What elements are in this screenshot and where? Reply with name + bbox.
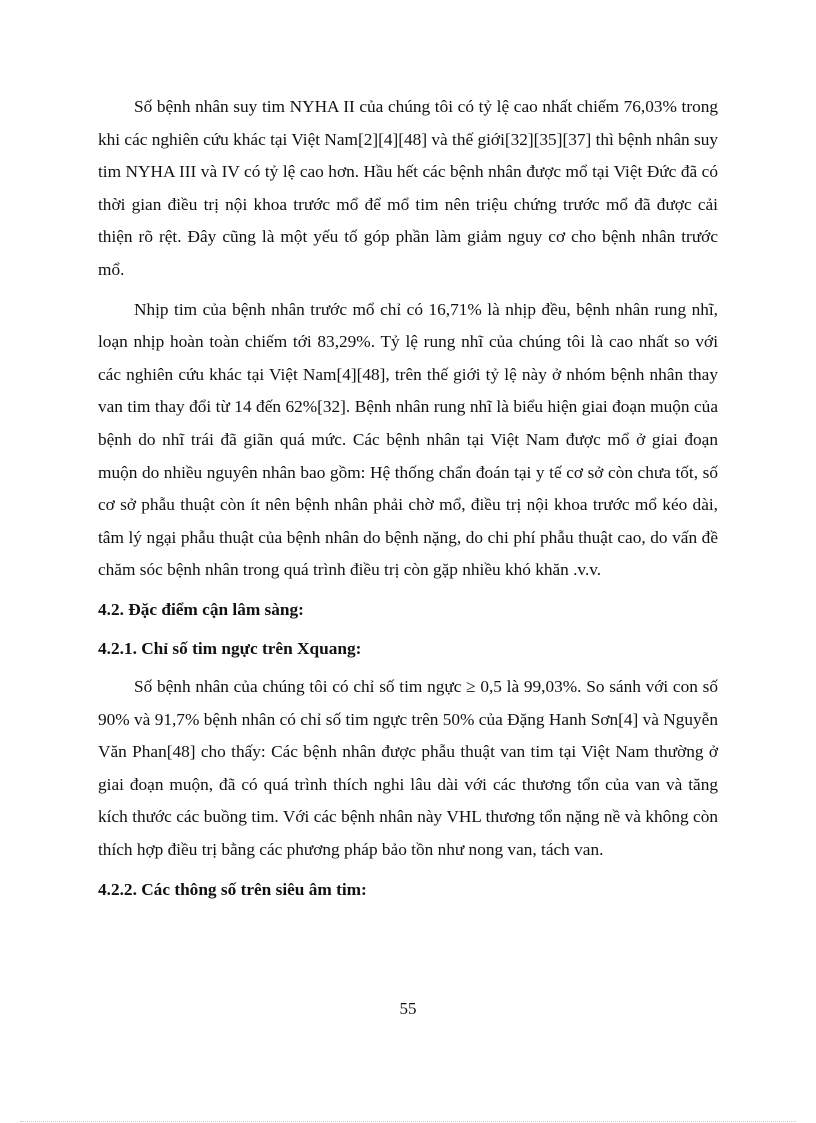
section-heading-4-2: 4.2. Đặc điểm cận lâm sàng: — [98, 599, 304, 619]
section-heading-4-2-2: 4.2.2. Các thông số trên siêu âm tim: — [98, 879, 367, 899]
section-heading-4-2-1: 4.2.1. Chỉ số tim ngực trên Xquang: — [98, 638, 362, 658]
page-bottom-divider — [20, 1121, 796, 1122]
paragraph-cardiothoracic-index: Số bệnh nhân của chúng tôi có chỉ số tim ngực ≥ 0,5 là 99,03%. So sánh với con số 90% và 91,7% bệnh nhân có chỉ số tim ngực trên 50% của Đặng Hanh Sơn[4] và Nguyễn Văn Phan[48] cho thấy: Các bệnh nhân được phẫu thuật van tim tại Việt Nam thường ở giai đoạn muộn, đã có quá trình thích nghi lâu dài với các thương tổn của van và tăng kích thước các buồng tim. Với các bệnh nhân này VHL thương tổn nặng nề và không còn thích hợp điều trị bằng các phương pháp bảo tồn như nong van, tách van. — [98, 677, 718, 860]
page-body — [98, 91, 718, 912]
paragraph-heart-rhythm: Nhịp tim của bệnh nhân trước mổ chỉ có 16,71% là nhịp đều, bệnh nhân rung nhĩ, loạn nhịp hoàn toàn chiếm tới 83,29%. Tỷ lệ rung nhĩ của chúng tôi là cao nhất so với các nghiên cứu khác tại Việt Nam[4][48], trên thế giới tỷ lệ này ở nhóm bệnh nhân thay van tim thay đổi từ 14 đến 62%[32]. Bệnh nhân rung nhĩ là biểu hiện giai đoạn muộn của bệnh do nhĩ trái đã giãn quá mức. Các bệnh nhân tại Việt Nam được mổ ở giai đoạn muộn do nhiều nguyên nhân bao gồm: Hệ thống chẩn đoán tại y tế cơ sở còn chưa tốt, số cơ sở phẫu thuật còn ít nên bệnh nhân phải chờ mổ, điều trị nội khoa trước mổ kéo dài, tâm lý ngại phẫu thuật của bệnh nhân do bệnh nặng, do chi phí phẫu thuật cao, do vấn đề chăm sóc bệnh nhân trong quá trình điều trị còn gặp nhiều khó khăn .v.v. — [98, 299, 718, 580]
paragraph-nyha: Số bệnh nhân suy tim NYHA II của chúng tôi có tỷ lệ cao nhất chiếm 76,03% trong khi các nghiên cứu khác tại Việt Nam[2][4][48] và thế giới[32][35][37] thì bệnh nhân suy tim NYHA III và IV có tỷ lệ cao hơn. Hầu hết các bệnh nhân được mổ tại Việt Đức đã có thời gian điều trị nội khoa trước mổ để mổ tim nên triệu chứng trước mổ đã được cải thiện rõ rệt. Đây cũng là một yếu tố góp phần làm giảm nguy cơ cho bệnh nhân trước mổ. — [98, 97, 718, 279]
page-number: 55 — [399, 999, 417, 1018]
